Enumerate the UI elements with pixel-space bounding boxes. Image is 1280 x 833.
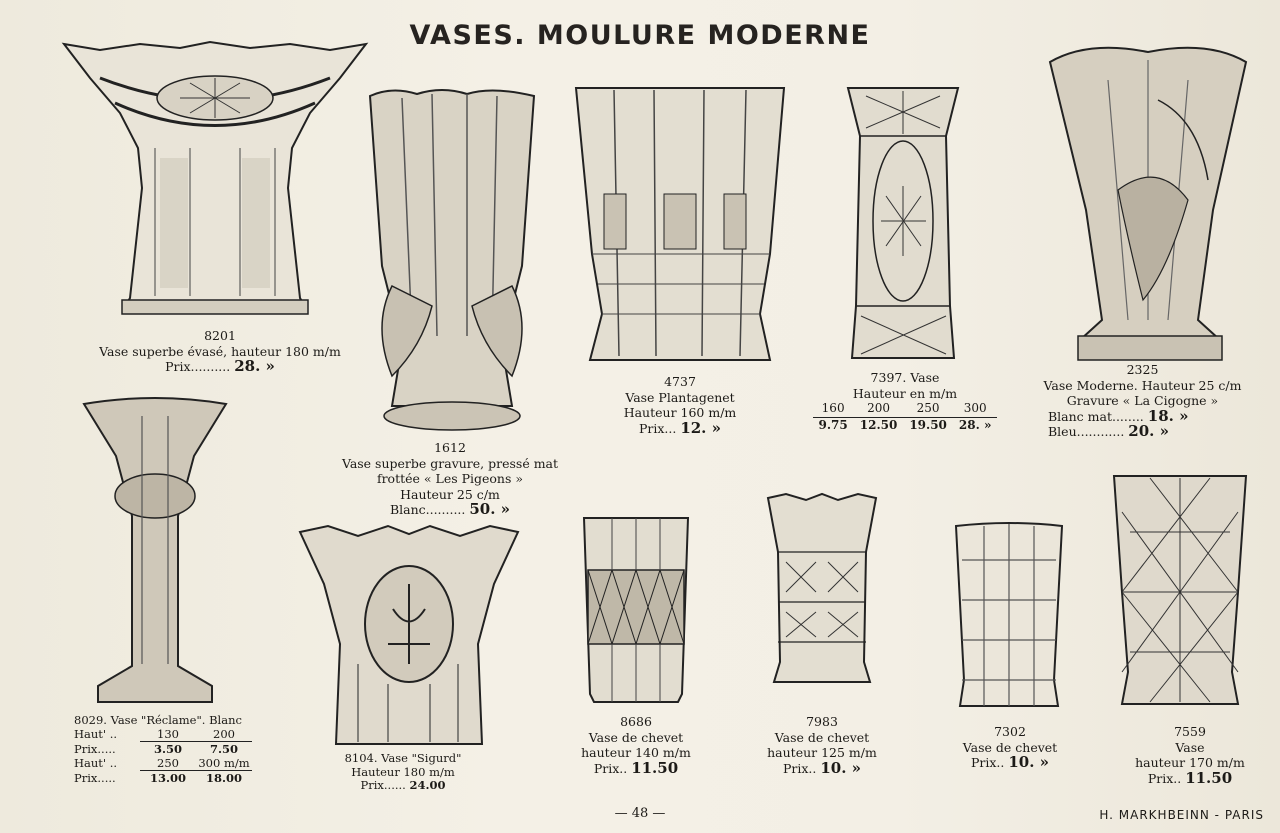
price-label-8201: Prix.......... — [165, 359, 231, 374]
vase-7397-illustration — [846, 86, 960, 362]
vase-7983-illustration — [766, 492, 878, 688]
label2-2325: Bleu............ — [1048, 424, 1125, 439]
price-7302: 10. » — [1008, 753, 1050, 771]
line1-8104: 8104. Vase "Sigurd" — [344, 751, 462, 765]
price-7559: 11.50 — [1185, 768, 1233, 787]
size-7397: 200 — [854, 401, 904, 417]
price-label-7559: Prix.. — [1147, 770, 1182, 786]
caption-8029 — [74, 713, 264, 785]
vase-1612-illustration — [362, 86, 542, 436]
price-4737: 12. » — [680, 418, 722, 437]
code-7983: 7983 — [806, 714, 838, 729]
caption-8104 — [318, 752, 488, 793]
caption-4737 — [590, 374, 770, 436]
price-1612: 50. » — [469, 500, 511, 518]
line1-8029: 8029. Vase "Réclame". Blanc — [74, 713, 242, 727]
price-label-8104: Prix...... — [360, 778, 406, 792]
price-label-7983: Prix.. — [782, 760, 817, 776]
vase-8029-illustration — [82, 396, 228, 708]
haut-label-8029: Haut' .. — [74, 727, 118, 741]
desc1-4737: Vase Plantagenet — [625, 389, 735, 405]
price-label-1612: Blanc.......... — [389, 502, 466, 517]
label1-2325: Blanc mat........ — [1048, 408, 1144, 424]
size-7397: 160 — [813, 401, 854, 417]
publisher: H. MARKHBEINN - PARIS — [1099, 808, 1264, 822]
desc1-7302: Vase de chevet — [962, 739, 1058, 755]
price-label-7302: Prix.. — [970, 755, 1005, 770]
line2-8104: Hauteur 180 m/m — [351, 764, 455, 779]
desc-8201: Vase superbe évasé, hauteur 180 m/m — [99, 343, 341, 359]
size-table-7397 — [813, 401, 998, 433]
caption-2325 — [1030, 362, 1255, 440]
desc1-7983: Vase de chevet — [774, 729, 870, 745]
size-7397: 250 — [903, 401, 953, 417]
caption-7397 — [810, 370, 1000, 433]
price-7397: 12.50 — [859, 417, 898, 432]
prix-8029: 3.50 — [153, 742, 182, 756]
price-7397: 9.75 — [818, 417, 848, 432]
page-title: VASES. MOULURE MODERNE — [409, 20, 871, 51]
desc-7397: Hauteur en m/m — [852, 385, 958, 401]
desc2-7559: hauteur 170 m/m — [1135, 755, 1245, 770]
haut2-label-8029: Haut' .. — [74, 756, 118, 770]
vase-8104-illustration — [298, 524, 520, 750]
price2-2325: 20. » — [1128, 422, 1169, 440]
vase-2325-illustration — [1048, 40, 1248, 362]
prix2-8029: 13.00 — [149, 771, 186, 785]
desc2-7983: hauteur 125 m/m — [767, 745, 877, 760]
code-7559: 7559 — [1174, 724, 1206, 739]
price-8686: 11.50 — [631, 758, 679, 777]
caption-7302 — [940, 724, 1080, 771]
price-label-4737: Prix... — [638, 420, 677, 436]
price1-2325: 18. » — [1147, 406, 1189, 425]
vase-8201-illustration — [60, 38, 370, 320]
code-7302: 7302 — [994, 724, 1026, 739]
caption-7983 — [752, 714, 892, 776]
desc2-1612: frottée « Les Pigeons » — [376, 471, 524, 486]
vase-8686-illustration — [582, 514, 690, 706]
vase-4737-illustration — [574, 84, 786, 364]
prix2-label-8029: Prix..... — [74, 771, 116, 785]
haut2-8029: 300 m/m — [196, 756, 252, 771]
vase-7559-illustration — [1110, 472, 1250, 710]
caption-7559 — [1120, 724, 1260, 786]
page-number: — 48 — — [614, 806, 666, 821]
code-1612: 1612 — [434, 440, 466, 455]
desc2-4737: Hauteur 160 m/m — [623, 405, 737, 420]
caption-8201 — [70, 328, 370, 375]
desc1-1612: Vase superbe gravure, pressé mat — [341, 455, 559, 471]
desc1-2325: Vase Moderne. Hauteur 25 c/m — [1043, 377, 1242, 393]
price-label-8686: Prix.. — [593, 760, 628, 776]
desc2-8686: hauteur 140 m/m — [581, 745, 691, 760]
code-7397: 7397. Vase — [870, 370, 940, 385]
price-8201: 28. » — [234, 357, 275, 375]
haut2-8029: 250 — [140, 756, 196, 771]
caption-8686 — [566, 714, 706, 776]
prix2-8029: 18.00 — [205, 771, 242, 785]
prix-8029: 7.50 — [209, 742, 238, 756]
prix-label-8029: Prix..... — [74, 742, 116, 756]
price-7397: 19.50 — [909, 417, 947, 432]
desc1-7559: Vase — [1175, 739, 1205, 755]
code-4737: 4737 — [664, 374, 696, 389]
code-8201: 8201 — [204, 328, 236, 343]
caption-1612 — [330, 440, 570, 518]
vase-7302-illustration — [954, 520, 1064, 712]
desc1-8686: Vase de chevet — [588, 729, 684, 745]
price-7397: 28. » — [958, 417, 992, 432]
size-7397: 300 — [953, 401, 998, 417]
haut-8029: 130 — [140, 727, 196, 742]
code-2325: 2325 — [1126, 362, 1159, 377]
haut-8029: 200 — [196, 727, 252, 742]
price-7983: 10. » — [820, 758, 862, 777]
price-8104: 24.00 — [409, 778, 446, 792]
desc2-2325: Gravure « La Cigogne » — [1066, 393, 1219, 408]
code-8686: 8686 — [620, 714, 652, 729]
desc3-1612: Hauteur 25 c/m — [400, 486, 500, 502]
